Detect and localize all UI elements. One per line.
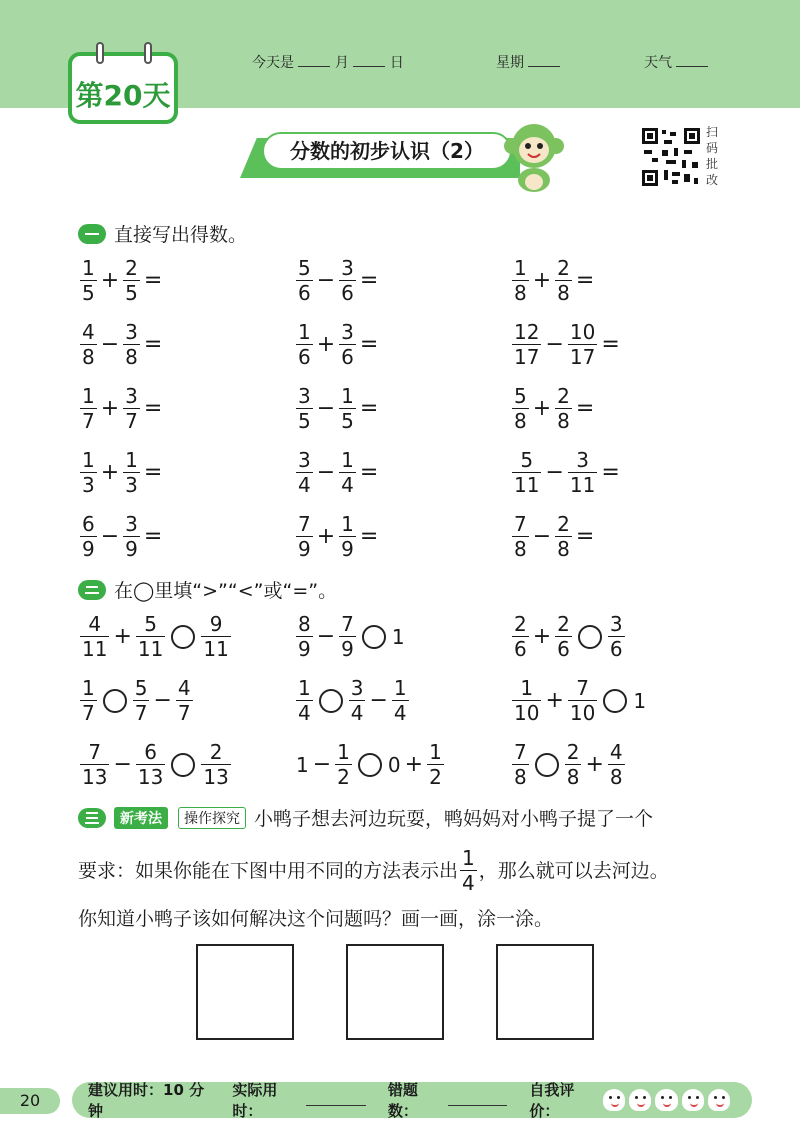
scan-to-grade-label: 扫码批改 — [706, 125, 719, 187]
new-exam-tag: 新考法 — [114, 807, 168, 829]
fraction: $\frac{3}{4}$ — [298, 448, 311, 497]
day-label: 第20天 — [75, 79, 171, 112]
smiley-face-icon[interactable] — [629, 1089, 651, 1111]
date-field — [252, 52, 404, 72]
fraction: $\frac{1}{3}$ — [82, 448, 95, 497]
answer-circle[interactable] — [535, 753, 559, 777]
drawing-square[interactable] — [346, 944, 444, 1040]
arithmetic-problem — [510, 386, 596, 431]
fraction: $\frac{3}{6}$ — [341, 320, 354, 369]
answer-circle[interactable] — [362, 625, 386, 649]
footer-bar — [72, 1082, 752, 1118]
smiley-face-icon[interactable] — [682, 1089, 704, 1111]
month-blank[interactable] — [298, 57, 330, 67]
answer-circle[interactable] — [578, 625, 602, 649]
operator: − — [316, 460, 336, 485]
operator: − — [316, 396, 336, 421]
arithmetic-problem — [78, 514, 164, 559]
weekday-field — [496, 52, 560, 72]
fraction: $\frac{1}{3}$ — [125, 448, 138, 497]
compare-problem: 1 − $\frac{1}{2}$ 0 + $\frac{1}{2}$ — [296, 740, 442, 789]
equals-sign: = — [359, 332, 379, 357]
actual-time-blank[interactable] — [306, 1094, 366, 1106]
arithmetic-problem — [294, 322, 380, 367]
compare-problem: $\frac{7}{13}$ − $\frac{6}{13}$ $\frac{2}{13}$ — [82, 740, 229, 789]
calendar-ring-icon — [144, 42, 152, 64]
arithmetic-problem — [510, 450, 622, 495]
section-3-line-2 — [78, 848, 669, 893]
error-count-blank[interactable] — [448, 1094, 508, 1106]
compare-problem: $\frac{1}{7}$ $\frac{5}{7}$ − $\frac{4}{7}$ — [82, 676, 191, 725]
fraction: $\frac{6}{9}$ — [82, 512, 95, 561]
arithmetic-problem — [78, 386, 164, 431]
compare-problem: $\frac{7}{8}$ $\frac{2}{8}$ + $\frac{4}{8}$ — [514, 740, 623, 789]
fraction: $\frac{5}{11}$ — [514, 448, 540, 497]
weather-field — [644, 52, 708, 72]
fraction: $\frac{1}{7}$ — [82, 384, 95, 433]
fraction: $\frac{2}{5}$ — [125, 256, 138, 305]
compare-problem: $\frac{2}{6}$ + $\frac{2}{6}$ $\frac{3}{6}$ — [514, 612, 623, 661]
operator: + — [316, 524, 336, 549]
arithmetic-problem — [294, 450, 380, 495]
line-2-text-b: ，那么就可以去河边。 — [478, 859, 669, 882]
section-3-line-1: 小鸭子想去河边玩耍，鸭妈妈对小鸭子提了一个 — [254, 808, 654, 830]
equals-sign: = — [575, 524, 595, 549]
operator: + — [100, 460, 120, 485]
smiley-face-icon[interactable] — [655, 1089, 677, 1111]
footer — [0, 1074, 800, 1130]
section-number-1-icon — [78, 224, 106, 244]
section-3-line-3: 你知道小鸭子该如何解决这个问题吗？画一画，涂一涂。 — [78, 908, 554, 930]
equals-sign: = — [575, 268, 595, 293]
calendar-ring-icon — [96, 42, 104, 64]
qr-code-icon[interactable] — [640, 126, 702, 188]
line-2-text-a: 要求：如果你能在下图中用不同的方法表示出 — [78, 859, 459, 882]
page-title: 分数的初步认识（2） — [262, 132, 512, 170]
smiley-face-icon[interactable] — [603, 1089, 625, 1111]
answer-circle[interactable] — [103, 689, 127, 713]
fraction: $\frac{3}{9}$ — [125, 512, 138, 561]
answer-circle[interactable] — [358, 753, 382, 777]
self-eval-field — [529, 1079, 730, 1121]
fraction: $\frac{7}{9}$ — [298, 512, 311, 561]
section-2-heading — [78, 576, 337, 603]
fraction: $\frac{12}{17}$ — [514, 320, 540, 369]
answer-circle[interactable] — [603, 689, 627, 713]
actual-time-label: 实际用时： — [232, 1081, 278, 1120]
equals-sign: = — [143, 332, 163, 357]
day-badge — [68, 52, 178, 124]
day-blank[interactable] — [353, 57, 385, 67]
frac-numerator: 1 — [462, 846, 475, 870]
operation-explore-tag: 操作探究 — [178, 807, 246, 829]
fraction: $\frac{2}{8}$ — [557, 384, 570, 433]
frac-denominator: 4 — [462, 871, 475, 895]
fraction: $\frac{1}{6}$ — [298, 320, 311, 369]
arithmetic-problem — [294, 514, 380, 559]
fraction: $\frac{10}{17}$ — [569, 320, 596, 369]
weekday-blank[interactable] — [528, 57, 560, 67]
fraction: $\frac{3}{7}$ — [125, 384, 138, 433]
operator: + — [532, 396, 552, 421]
section-3-heading — [78, 804, 653, 831]
weekday-label: 星期 — [496, 55, 524, 71]
section-number-2-icon — [78, 580, 106, 600]
fraction: $\frac{5}{6}$ — [298, 256, 311, 305]
operator: + — [100, 396, 120, 421]
equals-sign: = — [359, 396, 379, 421]
fraction: $\frac{4}{8}$ — [82, 320, 95, 369]
equals-sign: = — [359, 460, 379, 485]
fraction: $\frac{1}{4}$ — [341, 448, 354, 497]
fraction: $\frac{2}{8}$ — [557, 256, 570, 305]
error-count-field — [388, 1079, 507, 1121]
operator: + — [100, 268, 120, 293]
equals-sign: = — [143, 460, 163, 485]
answer-circle[interactable] — [171, 753, 195, 777]
month-label: 月 — [334, 55, 349, 71]
arithmetic-problem — [78, 322, 164, 367]
section-1-heading — [78, 220, 247, 247]
fraction: $\frac{7}{8}$ — [514, 512, 527, 561]
equals-sign: = — [359, 524, 379, 549]
date-today-label: 今天是 — [252, 55, 294, 71]
fraction: $\frac{5}{8}$ — [514, 384, 527, 433]
operator: − — [100, 524, 120, 549]
fraction: $\frac{3}{11}$ — [569, 448, 596, 497]
weather-label: 天气 — [644, 55, 672, 71]
monkey-mascot-icon — [498, 116, 570, 194]
operator: + — [316, 332, 336, 357]
section-2-title: 在◯里填“>”“<”或“=”。 — [114, 580, 338, 602]
operator: − — [316, 268, 336, 293]
arithmetic-problem — [78, 258, 164, 303]
arithmetic-problem — [510, 322, 622, 367]
equals-sign: = — [359, 268, 379, 293]
compare-problem: $\frac{4}{11}$ + $\frac{5}{11}$ $\frac{9}{11}$ — [82, 612, 229, 661]
arithmetic-problem — [294, 386, 380, 431]
section-1-title: 直接写出得数。 — [114, 224, 248, 246]
error-count-label: 错题数： — [387, 1081, 418, 1120]
answer-circle[interactable] — [319, 689, 343, 713]
equals-sign: = — [143, 396, 163, 421]
compare-problem: $\frac{1}{4}$ $\frac{3}{4}$ − $\frac{1}{4}$ — [298, 676, 407, 725]
fraction: $\frac{1}{8}$ — [514, 256, 527, 305]
fraction: $\frac{3}{8}$ — [125, 320, 138, 369]
drawing-square[interactable] — [496, 944, 594, 1040]
actual-time-field — [232, 1079, 365, 1121]
fraction: $\frac{2}{8}$ — [557, 512, 570, 561]
operator: + — [532, 268, 552, 293]
section-number-3-icon — [78, 808, 106, 828]
one-quarter-fraction — [460, 848, 477, 893]
day-unit-label: 日 — [389, 55, 404, 71]
compare-problem: $\frac{1}{10}$ + $\frac{7}{10}$ 1 — [514, 676, 647, 725]
arithmetic-problem — [78, 450, 164, 495]
smiley-face-icon[interactable] — [708, 1089, 730, 1111]
fraction: $\frac{3}{6}$ — [341, 256, 354, 305]
equals-sign: = — [143, 268, 163, 293]
fraction: $\frac{1}{5}$ — [82, 256, 95, 305]
equals-sign: = — [601, 332, 620, 357]
weather-blank[interactable] — [676, 57, 708, 67]
operator: − — [100, 332, 120, 357]
fraction: $\frac{1}{5}$ — [341, 384, 354, 433]
equals-sign: = — [575, 396, 595, 421]
compare-problem: $\frac{8}{9}$ − $\frac{7}{9}$ 1 — [298, 612, 405, 661]
operator: − — [545, 332, 564, 357]
equals-sign: = — [601, 460, 620, 485]
arithmetic-problem — [510, 258, 596, 303]
operator: − — [532, 524, 552, 549]
arithmetic-problem — [294, 258, 380, 303]
self-eval-label: 自我评价： — [529, 1081, 575, 1120]
page-number: 20 — [0, 1088, 60, 1114]
answer-circle[interactable] — [171, 625, 195, 649]
suggested-time: 建议用时：10 分钟 — [88, 1081, 205, 1120]
fraction: $\frac{3}{5}$ — [298, 384, 311, 433]
equals-sign: = — [143, 524, 163, 549]
arithmetic-problem — [510, 514, 596, 559]
operator: − — [545, 460, 564, 485]
drawing-square[interactable] — [196, 944, 294, 1040]
fraction: $\frac{1}{9}$ — [341, 512, 354, 561]
